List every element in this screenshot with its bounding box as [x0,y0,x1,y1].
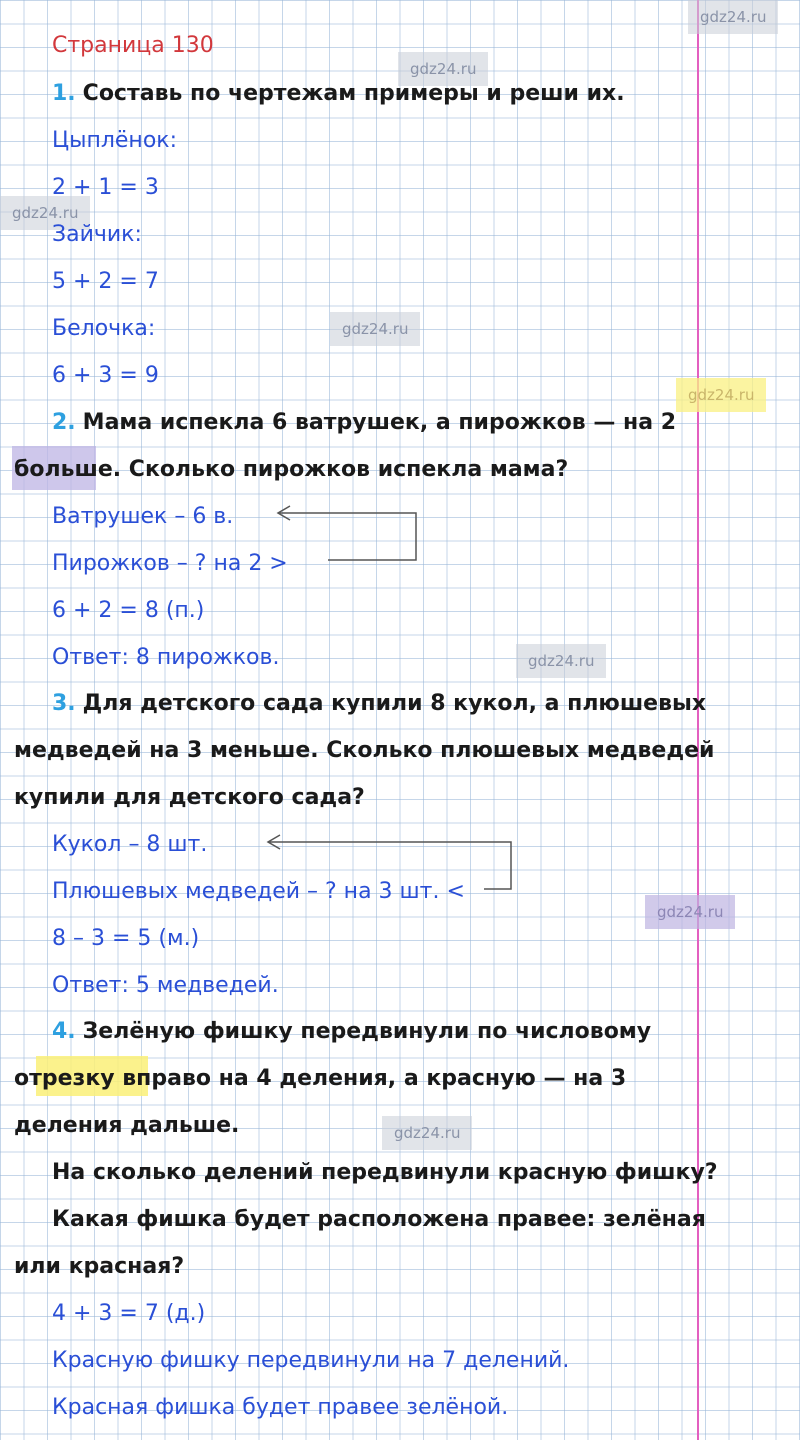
watermark: gdz24.ru [382,1116,472,1150]
task3-text-line3: купили для детского сада? [14,785,365,810]
task4-question2-line2: или красная? [14,1254,185,1279]
task3-condition1: Кукол – 8 шт. [52,832,208,857]
task1-number: 1. [52,81,76,106]
page-title: Страница 130 [52,33,214,58]
task3-text-line1: Для детского сада купили 8 кукол, а плюшевых [82,691,707,716]
task1-squirrel-label: Белочка: [52,316,156,341]
task3-equation: 8 – 3 = 5 (м.) [52,926,200,951]
task4-answer2: Красная фишка будет правее зелёной. [52,1395,509,1420]
task4-text-line1: Зелёную фишку передвинули по числовому [82,1019,652,1044]
task2-text-line2: больше. Сколько пирожков испекла мама? [14,457,569,482]
task1-chick-equation: 2 + 1 = 3 [52,175,159,200]
task4-question1: На сколько делений передвинули красную фишку? [52,1160,718,1185]
task4-text-line3: деления дальше. [14,1113,240,1138]
task3-text-line2: медведей на 3 меньше. Сколько плюшевых медведей [14,738,715,763]
task4-answer1: Красную фишку передвинули на 7 делений. [52,1348,570,1373]
task4-number: 4. [52,1019,76,1044]
task3-number: 3. [52,691,76,716]
task1-chick-label: Цыплёнок: [52,128,177,153]
task3-condition2: Плюшевых медведей – ? на 3 шт. < [52,879,465,904]
watermark: gdz24.ru [516,644,606,678]
task2-answer: Ответ: 8 пирожков. [52,645,280,670]
task1-squirrel-equation: 6 + 3 = 9 [52,363,159,388]
task4-question2-line1: Какая фишка будет расположена правее: зелёная [52,1207,706,1232]
task2-condition1: Ватрушек – 6 в. [52,504,234,529]
task4-equation: 4 + 3 = 7 (д.) [52,1301,206,1326]
task3-answer: Ответ: 5 медведей. [52,973,279,998]
watermark: gdz24.ru [330,312,420,346]
watermark: gdz24.ru [688,0,778,34]
task4-text-line2: отрезку вправо на 4 деления, а красную — на 3 [14,1066,627,1091]
watermark: gdz24.ru [398,52,488,86]
task2-bracket-arrow [278,506,416,560]
task2-number: 2. [52,410,76,435]
watermark: gdz24.ru [645,895,735,929]
watermark: gdz24.ru [0,196,90,230]
task1-bunny-label: Зайчик: [52,222,142,247]
task2-equation: 6 + 2 = 8 (п.) [52,598,205,623]
task2-text-line1: Мама испекла 6 ватрушек, а пирожков — на 2 [82,410,677,435]
watermark: gdz24.ru [676,378,766,412]
task1-text: Составь по чертежам примеры и реши их. [82,81,625,106]
task2-condition2: Пирожков – ? на 2 > [52,551,288,576]
task1-bunny-equation: 5 + 2 = 7 [52,269,159,294]
task3-bracket-arrow [268,835,511,889]
